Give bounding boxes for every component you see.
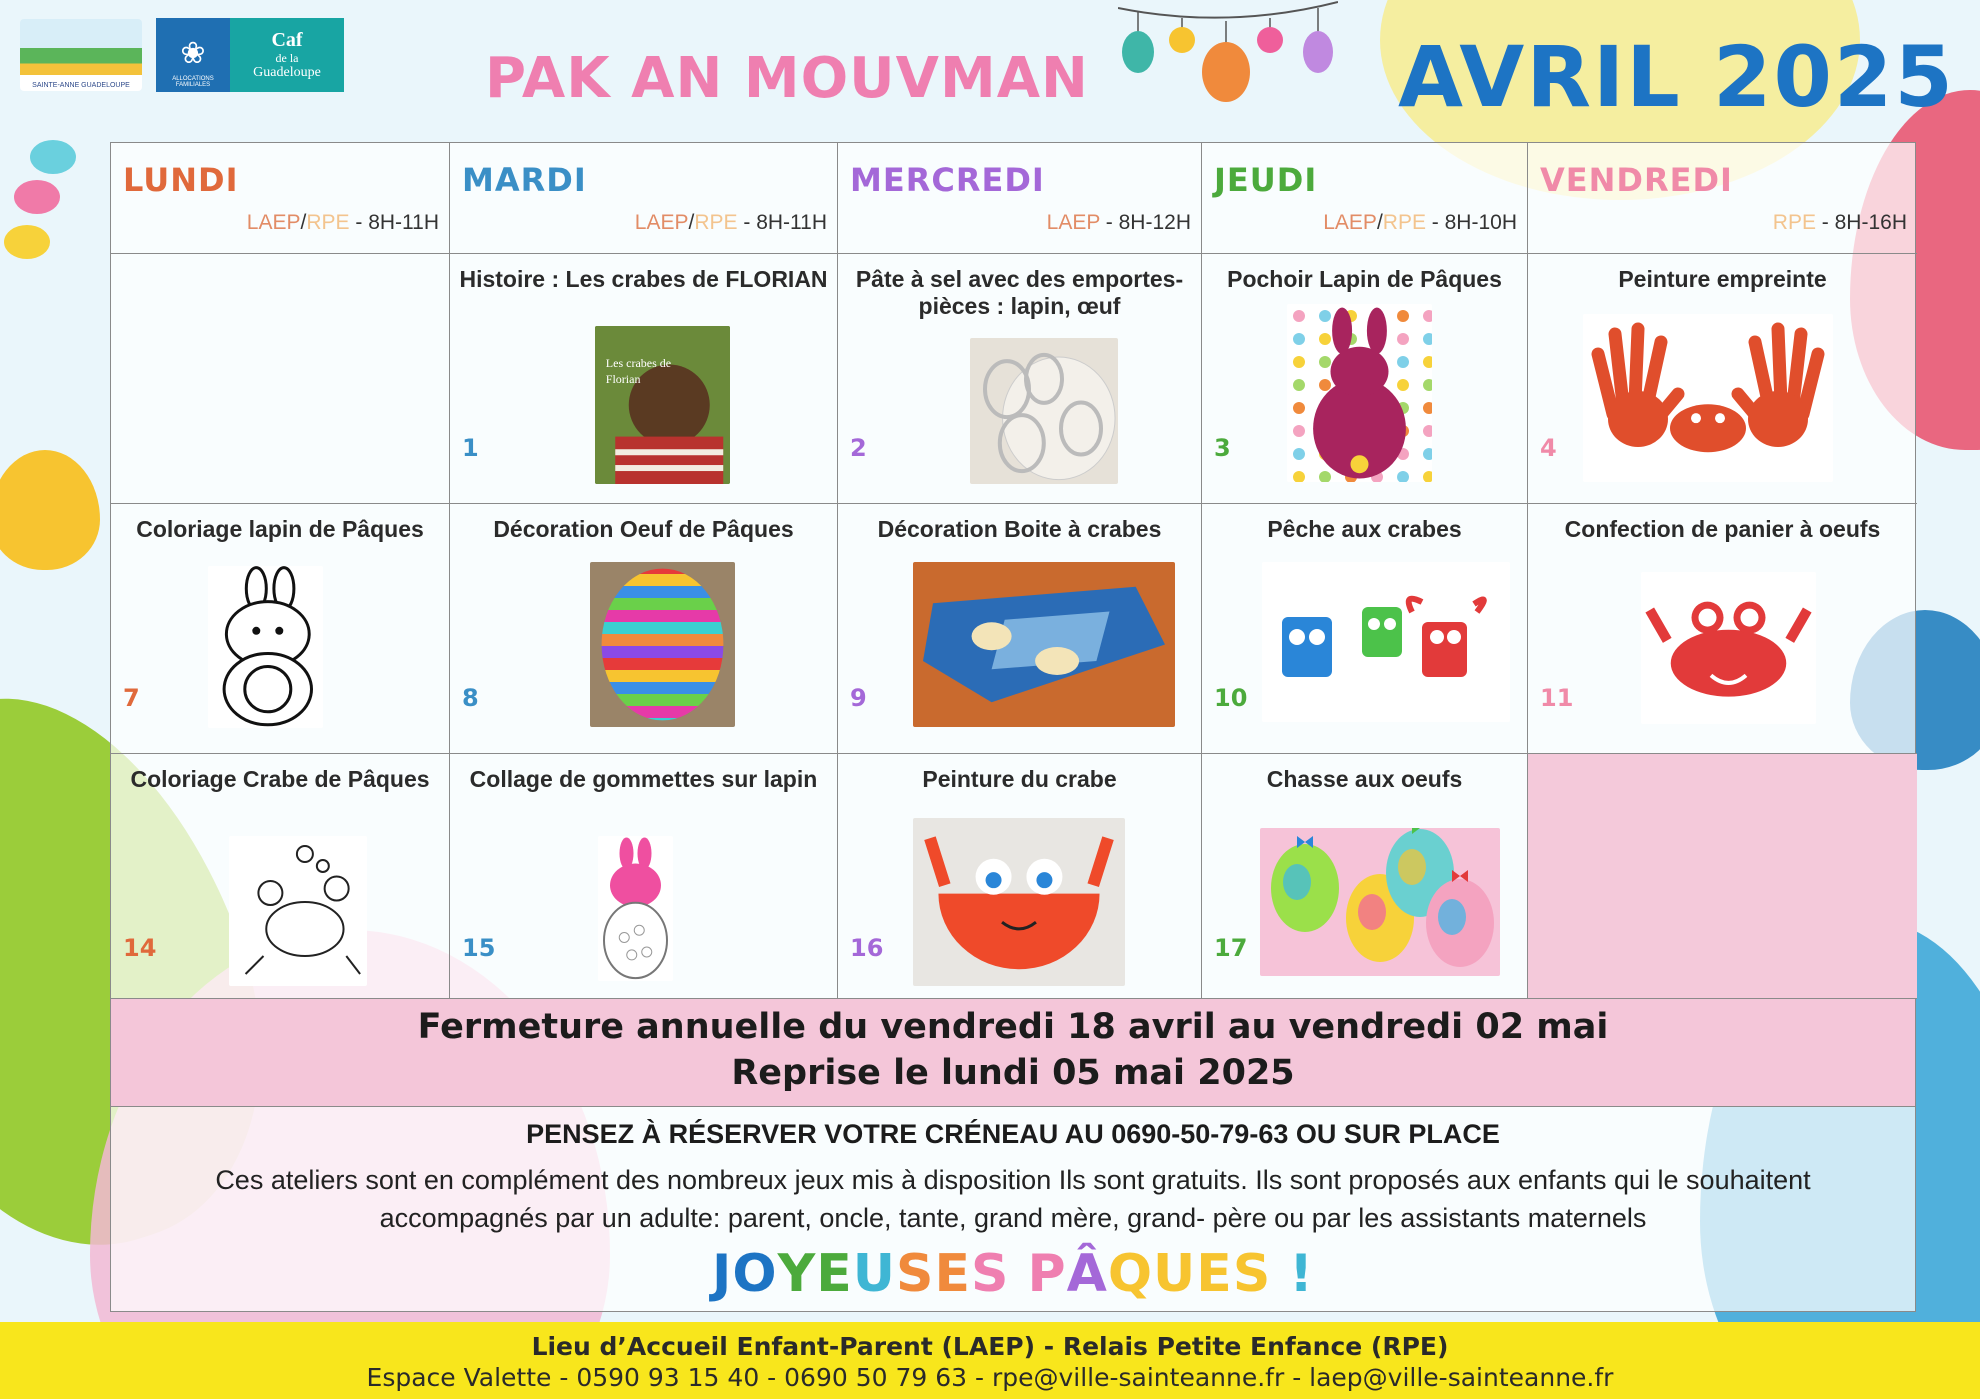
- weekday-header-jeudi: [1202, 143, 1528, 254]
- date-number: 8: [462, 684, 479, 712]
- opening-hours: LAEP/RPE - 8H-11H: [246, 211, 439, 234]
- activity-calendar: [110, 142, 1916, 1312]
- footer-title: Lieu d’Accueil Enfant-Parent (LAEP) - Relais Petite Enfance (RPE): [531, 1332, 1449, 1361]
- date-number: 15: [462, 934, 496, 962]
- date-number: 17: [1214, 934, 1248, 962]
- date-number: 10: [1214, 684, 1248, 712]
- date-number: 4: [1540, 434, 1557, 462]
- reopening-date: Reprise le lundi 05 mai 2025: [731, 1053, 1295, 1093]
- activity-cell: [838, 754, 1202, 999]
- date-number: 3: [1214, 434, 1231, 462]
- greeting-letter: J: [712, 1243, 733, 1304]
- greeting-letter: E: [1196, 1243, 1233, 1304]
- greeting-letter: U: [1153, 1243, 1197, 1304]
- activity-cell: [1528, 254, 1917, 504]
- bunny-icon: [14, 180, 60, 214]
- greeting-letter: O: [732, 1243, 778, 1304]
- activity-image: [229, 836, 367, 986]
- greeting-letter: E: [934, 1243, 971, 1304]
- activity-image: [598, 836, 673, 981]
- activity-image: [1262, 562, 1510, 722]
- month-title: AVRIL 2025: [1398, 28, 1955, 126]
- bunny-icon: [4, 225, 50, 259]
- week-row: [111, 754, 1915, 999]
- activity-title: Peinture du crabe: [922, 766, 1117, 792]
- activity-cell: [111, 504, 450, 754]
- opening-hours: LAEP - 8H-12H: [1046, 211, 1191, 234]
- activity-cell: [1202, 504, 1528, 754]
- activity-cell: [838, 504, 1202, 754]
- opening-hours: LAEP/RPE - 8H-10H: [1323, 211, 1517, 234]
- activity-image: [590, 562, 735, 727]
- svg-text:Florian: Florian: [605, 371, 641, 386]
- activity-title: Peinture empreinte: [1618, 266, 1827, 292]
- activity-title: Pêche aux crabes: [1267, 516, 1462, 542]
- greeting-letter: S: [896, 1243, 935, 1304]
- reservation-notice: PENSEZ À RÉSERVER VOTRE CRÉNEAU AU 0690-50-79-63 OU SUR PLACE: [526, 1119, 1500, 1149]
- activity-title: Coloriage Crabe de Pâques: [130, 766, 430, 792]
- activity-cell: [1202, 754, 1528, 999]
- date-number: 14: [123, 934, 157, 962]
- weekday-header-lundi: [111, 143, 450, 254]
- weekday-header-mardi: [450, 143, 838, 254]
- activity-image: [1583, 314, 1833, 482]
- date-number: 11: [1540, 684, 1574, 712]
- closure-notice: [111, 999, 1915, 1107]
- info-section: [111, 1107, 1915, 1311]
- activity-image: [1641, 572, 1816, 724]
- greeting-letter: P: [1027, 1243, 1067, 1304]
- egg-garland-icon: [1118, 0, 1338, 110]
- weekday-header-row: [111, 143, 1915, 254]
- activity-cell: [838, 254, 1202, 504]
- activity-title: Pochoir Lapin de Pâques: [1227, 266, 1502, 292]
- greeting-letter: U: [852, 1243, 897, 1304]
- activity-image: [208, 566, 323, 728]
- caf-logo: ❀ ALLOCATIONS FAMILIALES Caf de la Guadeloupe: [156, 18, 344, 92]
- info-paragraph: Ces ateliers sont en complément des nombreux jeux mis à disposition Ils sont gratuits. Ils sont proposés aux enfants qui le souhaitent accompagnés par un adulte: parent, oncle, tante, grand mère, grand- père ou par les assistants maternels: [215, 1165, 1811, 1233]
- activity-image: [970, 338, 1118, 484]
- weekday-name: LUNDI: [123, 161, 239, 199]
- date-number: 1: [462, 434, 479, 462]
- svg-text:Les crabes de: Les crabes de: [605, 356, 672, 371]
- header-logos: [20, 18, 344, 92]
- greeting-letter: !: [1289, 1243, 1314, 1304]
- greeting-letter: S: [971, 1243, 1010, 1304]
- weekday-name: MERCREDI: [850, 161, 1045, 199]
- greeting-letter: S: [1232, 1243, 1272, 1304]
- page-title: PAK AN MOUVMAN: [485, 46, 1089, 111]
- activity-cell: [111, 754, 450, 999]
- activity-cell: [450, 754, 838, 999]
- bunny-icon: [30, 140, 76, 174]
- activity-title: Chasse aux oeufs: [1266, 766, 1463, 792]
- greeting-letter: Y: [777, 1243, 817, 1304]
- week-row: [111, 504, 1915, 754]
- closure-dates: Fermeture annuelle du vendredi 18 avril au vendredi 02 mai: [417, 1007, 1609, 1047]
- weekday-name: VENDREDI: [1540, 161, 1733, 199]
- family-icon: ❀: [180, 37, 206, 70]
- date-number: 9: [850, 684, 867, 712]
- weekday-header-mercredi: [838, 143, 1202, 254]
- activity-cell: [1528, 504, 1917, 754]
- weekday-header-vendredi: [1528, 143, 1917, 254]
- activity-cell: [450, 254, 838, 504]
- activity-title: Pâte à sel avec des emportes-pièces : lapin, œuf: [855, 266, 1184, 320]
- date-number: 16: [850, 934, 884, 962]
- greeting-letter: E: [816, 1243, 853, 1304]
- greeting-letter: Q: [1107, 1243, 1154, 1304]
- easter-greeting: [111, 1244, 1915, 1304]
- greeting-letter: Â: [1066, 1243, 1108, 1304]
- activity-cell: [1202, 254, 1528, 504]
- activity-image: [1260, 828, 1500, 976]
- weekday-name: MARDI: [462, 161, 587, 199]
- activity-image: [913, 818, 1125, 986]
- activity-title: Coloriage lapin de Pâques: [136, 516, 424, 542]
- activity-image: [595, 326, 730, 484]
- footer-contact-details: Espace Valette - 0590 93 15 40 - 0690 50 79 63 - rpe@ville-sainteanne.fr - laep@ville-sainteanne.fr: [366, 1363, 1614, 1392]
- activity-title: Confection de panier à oeufs: [1564, 516, 1881, 542]
- activity-title: Collage de gommettes sur lapin: [469, 766, 818, 792]
- activity-title: Décoration Boite à crabes: [877, 516, 1162, 542]
- sainte-anne-logo: SAINTE-ANNE GUADELOUPE: [20, 19, 142, 91]
- activity-title: Décoration Oeuf de Pâques: [493, 516, 794, 542]
- date-number: 2: [850, 434, 867, 462]
- activity-cell: [450, 504, 838, 754]
- empty-day-cell: [1528, 754, 1917, 999]
- footer-contact: [0, 1322, 1980, 1399]
- opening-hours: RPE - 8H-16H: [1772, 211, 1907, 234]
- date-number: 7: [123, 684, 140, 712]
- empty-day-cell: [111, 254, 450, 504]
- week-row: [111, 254, 1915, 504]
- activity-image: [1287, 304, 1432, 482]
- activity-title: Histoire : Les crabes de FLORIAN: [459, 266, 828, 292]
- activity-image: [913, 562, 1175, 727]
- weekday-name: JEUDI: [1214, 161, 1318, 199]
- easter-egg-decoration: [0, 450, 100, 570]
- opening-hours: LAEP/RPE - 8H-11H: [634, 211, 827, 234]
